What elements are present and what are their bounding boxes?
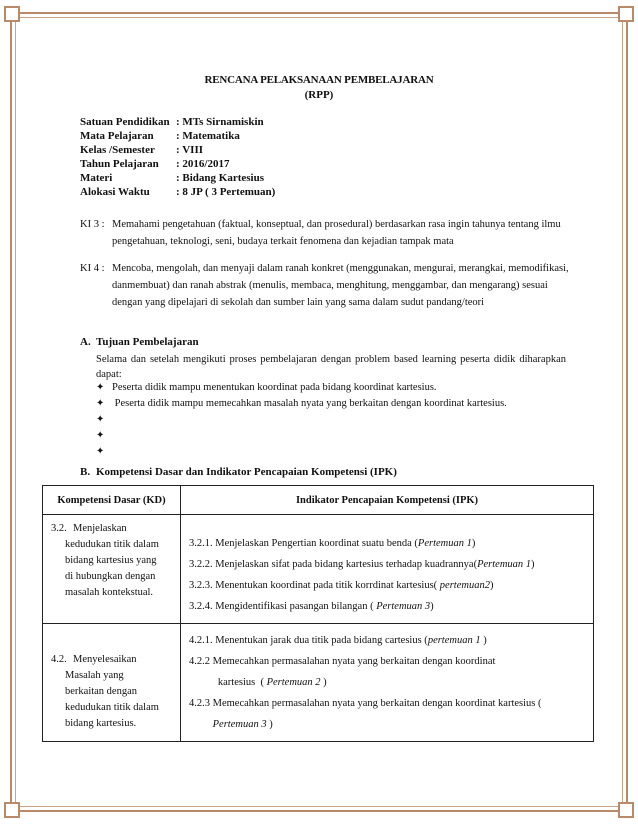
star-bullet-icon: ✦	[96, 414, 105, 425]
kd-text: kedudukan titik dalam	[65, 539, 159, 550]
info-label: Mata Pelajaran	[80, 130, 154, 142]
kd-text: masalah kontekstual.	[65, 587, 154, 598]
ki-text: Memahami pengetahuan (faktual, konseptual, dan prosedural) berdasarkan rasa ingin tahunya tentang ilmu pengetahuan, teknologi, seni, budaya terkait fenomena dan kejadian tampak mata	[112, 219, 561, 247]
info-row	[80, 129, 275, 143]
list-item	[96, 444, 576, 460]
info-value: : Bidang Kartesius	[176, 172, 265, 184]
kd-text: Menyelesaikan	[73, 654, 137, 665]
kd-ipk-table	[42, 485, 594, 742]
document-title: RENCANA PELAKSANAAN PEMBELAJARAN	[204, 74, 434, 86]
kd-cell	[43, 515, 181, 624]
ipk-cell	[181, 624, 594, 742]
kd-text: Masalah yang	[65, 670, 124, 681]
ki-label: KI 4 :	[80, 263, 105, 274]
identity-block	[80, 115, 275, 199]
info-label: Kelas /Semester	[80, 144, 155, 156]
ipk-cell	[181, 515, 594, 624]
document-subtitle: (RPP)	[304, 89, 334, 101]
kd-text: berkaitan dengan	[65, 686, 138, 697]
ipk-item: 3.2.3. Menentukan koordinat pada titik korrdinat kartesius( pertemuan2)	[189, 580, 494, 591]
ki-3-block	[80, 216, 580, 250]
ipk-item: 4.2.3 Memecahkan permasalahan nyata yang berkaitan dengan koordinat kartesius (	[189, 698, 542, 709]
ipk-item: 3.2.4. Mengidentifikasi pasangan bilangan ( Pertemuan 3)	[189, 601, 434, 612]
tujuan-list	[96, 380, 576, 460]
kd-text: bidang kartesius.	[65, 718, 137, 729]
section-title: Tujuan Pembelajaran	[96, 336, 199, 348]
ipk-item: 4.2.2 Memecahkan permasalahan nyata yang berkaitan dengan koordinat	[189, 656, 496, 667]
info-row	[80, 185, 275, 199]
ipk-item: 4.2.1. Menentukan jarak dua titik pada bidang cartesius (pertemuan 1 )	[189, 635, 487, 646]
list-item	[96, 412, 576, 428]
list-item: ✦ Peserta didik mampu menentukan koordinat pada bidang koordinat kartesius.	[96, 380, 576, 396]
ki-4-block	[80, 260, 580, 311]
info-value: : 8 JP ( 3 Pertemuan)	[176, 186, 276, 198]
info-label: Alokasi Waktu	[80, 186, 150, 198]
tujuan-description: Selama dan setelah mengikuti proses pembelajaran dengan problem based learning peserta didik diharapkan dapat:	[96, 354, 566, 380]
info-row	[80, 171, 275, 185]
star-bullet-icon: ✦	[96, 382, 105, 393]
info-label: Materi	[80, 172, 113, 184]
ki-label: KI 3 :	[80, 219, 105, 230]
table-row	[43, 624, 594, 742]
ipk-item: kartesius ( Pertemuan 2 )	[189, 677, 327, 688]
column-header-ipk: Indikator Pencapaian Kompetensi (IPK)	[181, 486, 594, 515]
section-b-heading	[80, 466, 397, 478]
info-row	[80, 157, 275, 171]
info-value: : Matematika	[176, 130, 240, 142]
section-letter: A.	[80, 336, 91, 348]
ki-text: Mencoba, mengolah, dan menyaji dalam ranah konkret (menggunakan, mengurai, merangkai, memodifikasi, danmembuat) dan ranah abstrak (menulis, membaca, menghitung, menggambar, dan mengarang) sesuai dengan yang dipelajari di sekolah dan sumber lain yang sama dalam sudut pandang/teori	[112, 263, 569, 308]
info-label: Satuan Pendidikan	[80, 116, 170, 128]
section-a-heading	[80, 336, 199, 348]
table-row	[43, 515, 594, 624]
ipk-item: 3.2.2. Menjelaskan sifat pada bidang kartesius terhadap kuadrannya(Pertemuan 1)	[189, 559, 535, 570]
star-bullet-icon: ✦	[96, 398, 105, 409]
kd-text: Menjelaskan	[73, 523, 127, 534]
info-row	[80, 115, 275, 129]
info-value: : MTs Sirnamiskin	[176, 116, 264, 128]
ipk-item: 3.2.1. Menjelaskan Pengertian koordinat suatu benda (Pertemuan 1)	[189, 538, 476, 549]
list-item	[96, 428, 576, 444]
list-item: ✦ Peserta didik mampu memecahkan masalah nyata yang berkaitan dengan koordinat kartesius.	[96, 396, 576, 412]
section-title: Kompetensi Dasar dan Indikator Pencapaian Kompetensi (IPK)	[96, 466, 397, 478]
info-value: : VIII	[176, 144, 204, 156]
info-row	[80, 143, 275, 157]
kd-text: bidang kartesius yang	[65, 555, 157, 566]
star-bullet-icon: ✦	[96, 446, 105, 457]
info-value: : 2016/2017	[176, 158, 230, 170]
kd-number: 3.2.	[51, 523, 67, 534]
info-label: Tahun Pelajaran	[80, 158, 159, 170]
star-bullet-icon: ✦	[96, 430, 105, 441]
section-letter: B.	[80, 466, 91, 478]
kd-number: 4.2.	[51, 654, 67, 665]
kd-cell	[43, 624, 181, 742]
kd-text: di hubungkan dengan	[65, 571, 156, 582]
ipk-item: Pertemuan 3 )	[212, 719, 273, 730]
column-header-kd: Kompetensi Dasar (KD)	[43, 486, 181, 515]
table-header-row	[43, 486, 594, 515]
kd-text: kedudukan titik dalam	[65, 702, 159, 713]
